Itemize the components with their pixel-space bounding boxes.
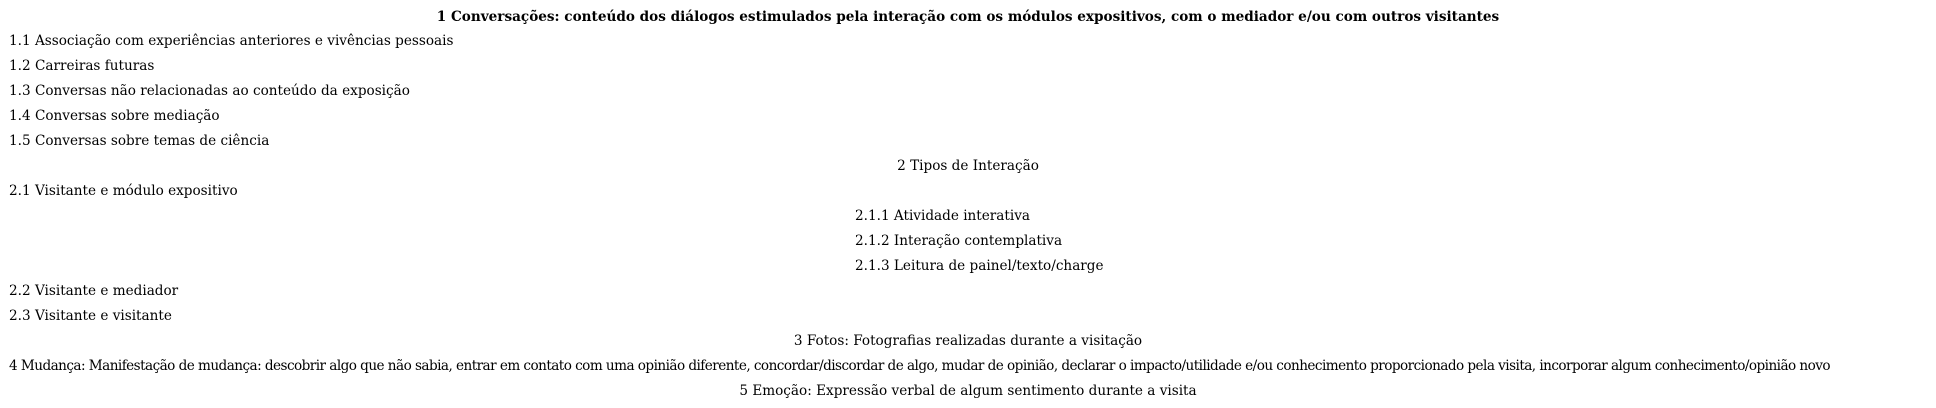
section-1-item-4: 1.4 Conversas sobre mediação [9, 108, 220, 124]
section-2-1-1-subitem: 2.1.1 Atividade interativa [855, 208, 1031, 224]
section-2-2-item: 2.2 Visitante e mediador [9, 283, 179, 299]
section-1-heading: 1 Conversações: conteúdo dos diálogos estimulados pela interação com os módulos expositivos, com o mediador e/ou com outros visitantes [436, 9, 1500, 25]
section-3-heading: 3 Fotos: Fotografias realizadas durante a visitação [793, 333, 1143, 349]
section-5-heading: 5 Emoção: Expressão verbal de algum sentimento durante a visita [739, 383, 1197, 399]
section-1-item-5: 1.5 Conversas sobre temas de ciência [9, 133, 270, 149]
section-1-item-3: 1.3 Conversas não relacionadas ao conteúdo da exposição [9, 83, 410, 99]
section-2-1-3-subitem: 2.1.3 Leitura de painel/texto/charge [855, 258, 1104, 274]
section-4-heading: 4 Mudança: Manifestação de mudança: descobrir algo que não sabia, entrar em contato com uma opinião diferente, concordar/discordar de algo, mudar de opinião, declarar o impacto/utilidade e/ou conhecimento proporcionado pela visita, incorporar algum conhecimento/opinião novo [9, 358, 1831, 374]
section-2-1-2-subitem: 2.1.2 Interação contemplativa [855, 233, 1063, 249]
section-2-1-item: 2.1 Visitante e módulo expositivo [9, 183, 238, 199]
section-1-item-2: 1.2 Carreiras futuras [9, 58, 155, 74]
section-1-item-1: 1.1 Associação com experiências anteriores e vivências pessoais [9, 33, 454, 49]
section-2-heading: 2 Tipos de Interação [897, 158, 1039, 174]
section-2-3-item: 2.3 Visitante e visitante [9, 308, 172, 324]
